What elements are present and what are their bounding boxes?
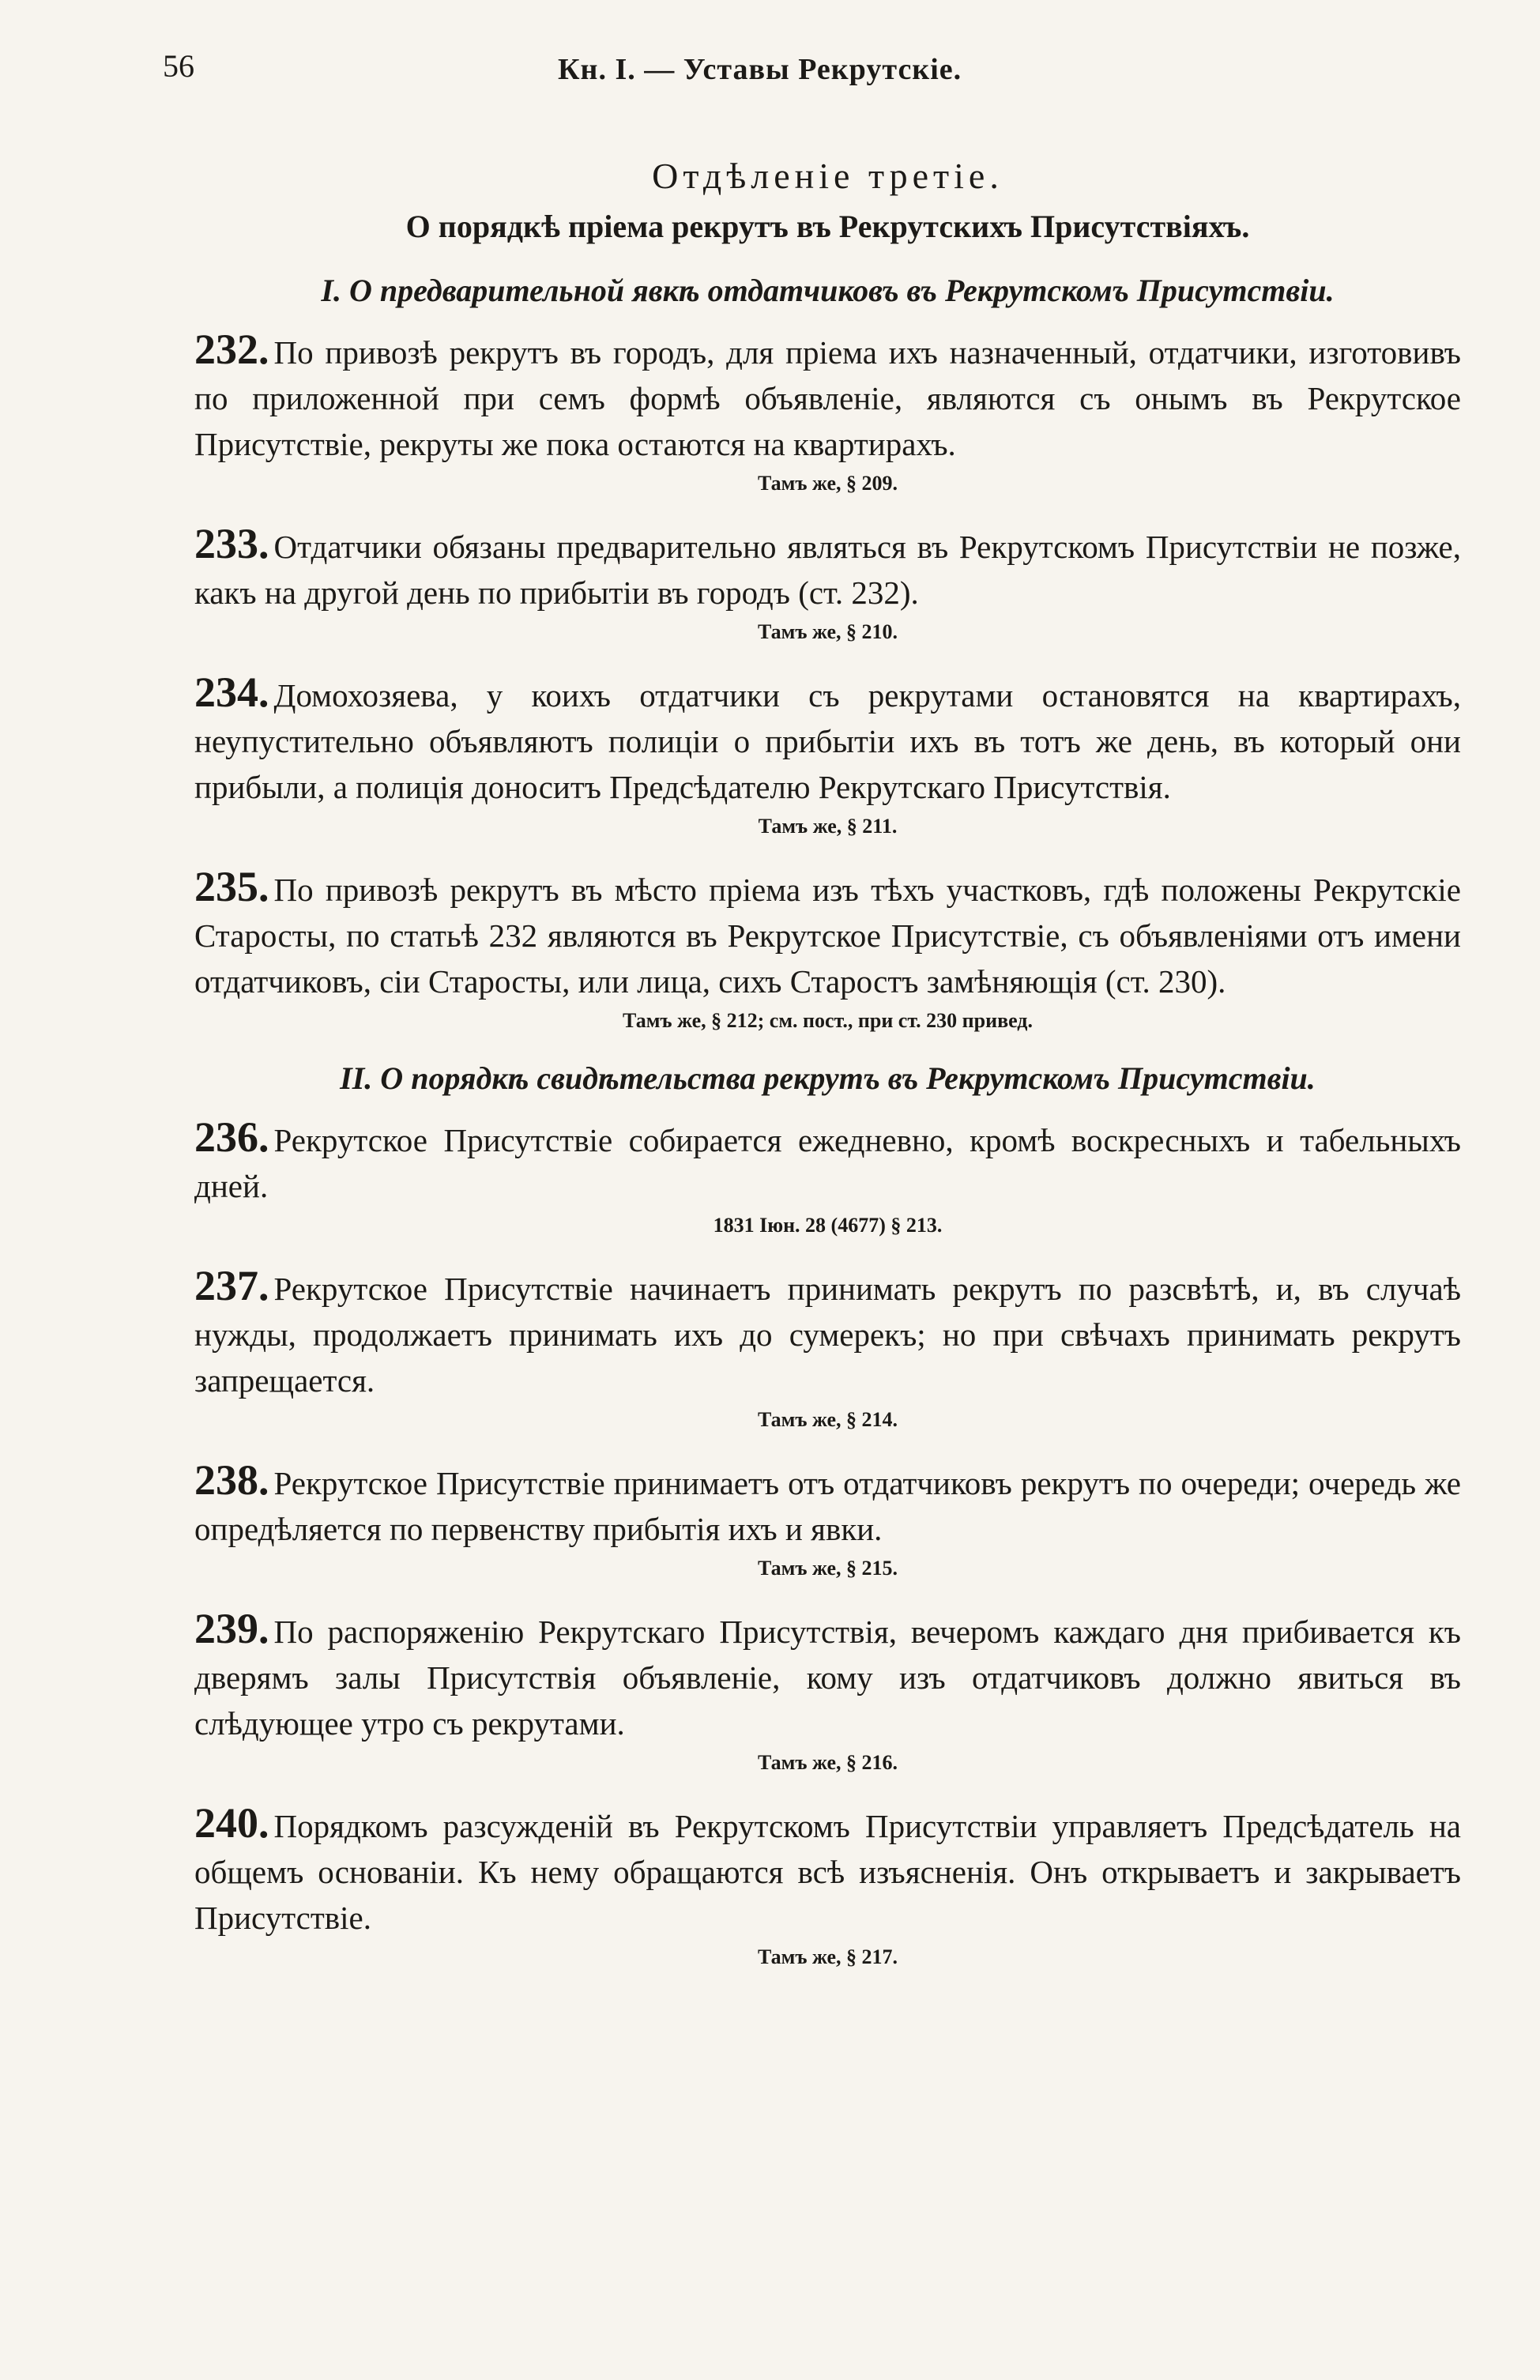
article-paragraph	[194, 521, 1461, 616]
article-text: По распоряженію Рекрутскаго Присутствія, вечеромъ каждаго дня прибивается къ дверямъ залы Присутствія объявленіе, кому изъ отдатчиковъ должно явиться въ слѣдующее утро съ рекрутами.	[194, 1614, 1461, 1742]
article	[194, 326, 1461, 495]
article-number: 236.	[194, 1113, 269, 1161]
article-paragraph	[194, 1606, 1461, 1746]
article-paragraph	[194, 1114, 1461, 1209]
source-reference: Тамъ же, § 211.	[758, 815, 898, 838]
article	[194, 864, 1461, 1033]
section-subtitle: О порядкѣ пріема рекрутъ въ Рекрутскихъ Присутствіяхъ.	[405, 209, 1250, 244]
source-reference: Тамъ же, § 210.	[757, 620, 898, 643]
subsection-heading: II. О порядкѣ свидѣтельства рекрутъ въ Рекрутскомъ Присутствіи.	[340, 1060, 1316, 1096]
running-head	[163, 32, 1461, 95]
source-reference: Тамъ же, § 214.	[757, 1408, 898, 1431]
article-paragraph	[194, 1263, 1461, 1403]
source-reference: Тамъ же, § 217.	[757, 1945, 898, 1968]
article-text: Рекрутское Присутствіе принимаетъ отъ отдатчиковъ рекрутъ по очереди; очередь же опредѣляется по первенству прибытія ихъ и явки.	[194, 1465, 1461, 1547]
article	[194, 1114, 1461, 1237]
running-title: Кн. I. — Уставы Рекрутскіе.	[558, 53, 962, 86]
document-body	[194, 272, 1461, 1969]
source-reference: Тамъ же, § 209.	[757, 472, 898, 495]
article-paragraph	[194, 864, 1461, 1004]
article-paragraph	[194, 1800, 1461, 1941]
subsection-heading: I. О предварительной явкѣ отдатчиковъ въ Рекрутскомъ Присутствіи.	[321, 273, 1335, 308]
article	[194, 1800, 1461, 1969]
article	[194, 669, 1461, 838]
article-text: По привозѣ рекрутъ въ городъ, для пріема ихъ назначенный, отдатчики, изготовивъ по приложенной при семъ формѣ объявленіе, являются съ онымъ въ Рекрутское Присутствіе, рекруты же пока остаются на квартирахъ.	[194, 334, 1461, 462]
article	[194, 1606, 1461, 1775]
article-number: 240.	[194, 1799, 269, 1847]
article-number: 239.	[194, 1605, 269, 1652]
article-number: 234.	[194, 668, 269, 716]
section-title: Отдѣленіе третіе.	[652, 156, 1003, 196]
article-number: 232.	[194, 326, 269, 373]
article	[194, 1263, 1461, 1432]
article	[194, 521, 1461, 644]
source-reference: 1831 Іюн. 28 (4677) § 213.	[713, 1214, 943, 1237]
article-text: По привозѣ рекрутъ въ мѣсто пріема изъ тѣхъ участковъ, гдѣ положены Рекрутскіе Старосты, по статьѣ 232 являются въ Рекрутское Присутствіе, съ объявленіями отъ имени отдатчиковъ, сіи Старосты, или лица, сихъ Старостъ замѣняющія (ст. 230).	[194, 872, 1461, 1000]
article-text: Отдатчики обязаны предварительно являться въ Рекрутскомъ Присутствіи не позже, какъ на другой день по прибытіи въ городъ (ст. 232).	[194, 529, 1461, 611]
article-paragraph	[194, 669, 1461, 810]
article-paragraph	[194, 326, 1461, 467]
article-text: Порядкомъ разсужденій въ Рекрутскомъ Присутствіи управляетъ Предсѣдатель на общемъ основаніи. Къ нему обращаются всѣ изъясненія. Онъ открываетъ и закрываетъ Присутствіе.	[194, 1808, 1461, 1936]
article-paragraph	[194, 1457, 1461, 1552]
source-reference: Тамъ же, § 215.	[757, 1557, 898, 1580]
source-reference: Тамъ же, § 216.	[757, 1751, 898, 1774]
article-text: Рекрутское Присутствіе собирается ежедневно, кромѣ воскресныхъ и табельныхъ дней.	[194, 1122, 1461, 1204]
article-text: Рекрутское Присутствіе начинаетъ принимать рекрутъ по разсвѣтѣ, и, въ случаѣ нужды, продолжаетъ принимать ихъ до сумерекъ; но при свѣчахъ принимать рекрутъ запрещается.	[194, 1271, 1461, 1399]
article-number: 238.	[194, 1456, 269, 1504]
article-number: 233.	[194, 520, 269, 567]
article-text: Домохозяева, у коихъ отдатчики съ рекрутами остановятся на квартирахъ, неупустительно объявляютъ полиціи о прибытіи ихъ въ тотъ же день, въ который они прибыли, а полиція доноситъ Предсѣдателю Рекрутскаго Присутствія.	[194, 677, 1461, 805]
source-reference: Тамъ же, § 212; см. пост., при ст. 230 привед.	[623, 1009, 1033, 1032]
page-number: 56	[163, 48, 194, 84]
article-number: 237.	[194, 1262, 269, 1309]
article-number: 235.	[194, 863, 269, 910]
article	[194, 1457, 1461, 1580]
